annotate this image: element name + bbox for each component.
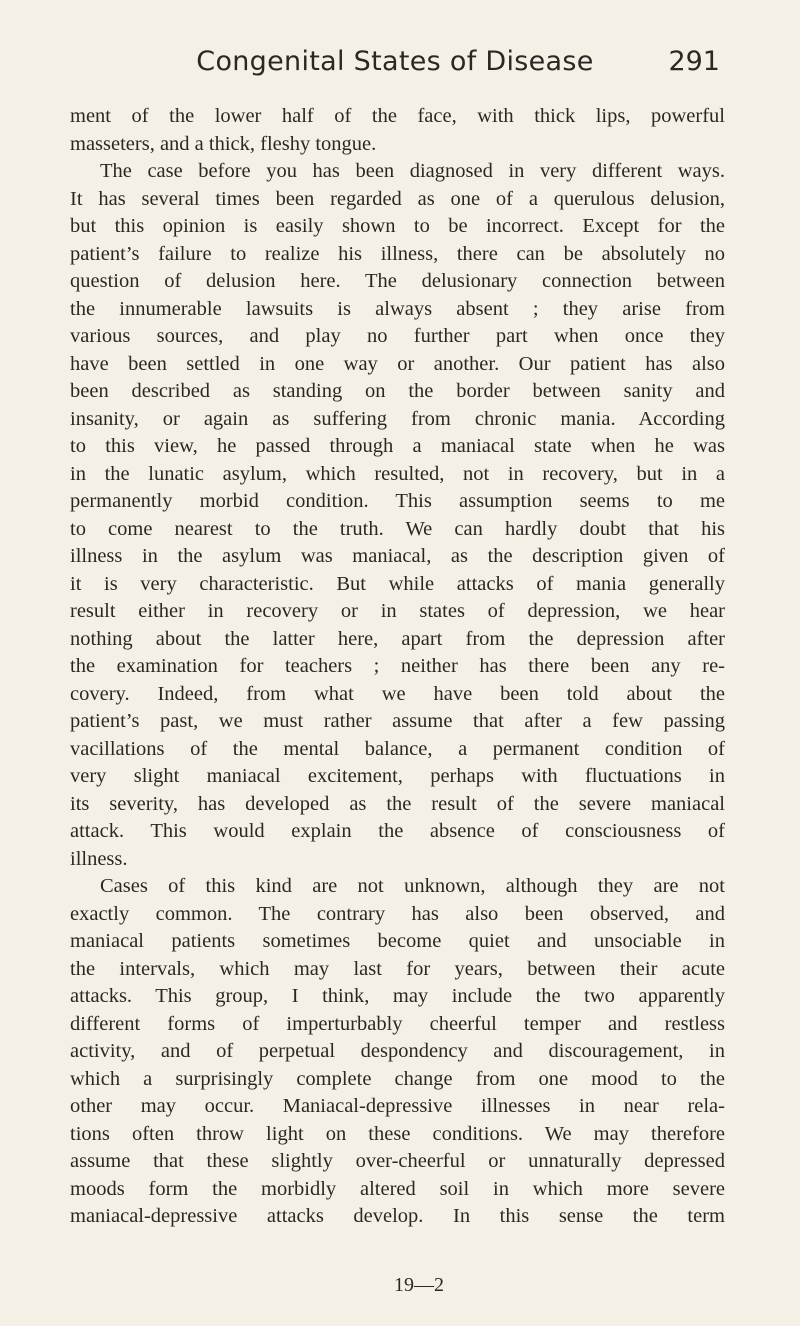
text-line: the examination for teachers ; neither has there been any re- — [70, 655, 725, 677]
text-line: It has several times been regarded as one of a querulous delusion, — [70, 187, 725, 210]
text-line: which a surprisingly complete change from one mood to the — [70, 1067, 725, 1090]
text-line: to this view, he passed through a maniacal state when he was — [70, 435, 725, 457]
text-line: Cases of this kind are not unknown, although they are not — [100, 875, 725, 897]
text-line: tions often throw light on these conditions. We may therefore — [70, 1122, 725, 1145]
text-line: masseters, and a thick, fleshy tongue. — [70, 132, 377, 155]
text-line: very slight maniacal excitement, perhaps with fluctuations in — [70, 765, 725, 787]
text-line: activity, and of perpetual despondency and discouragement, in — [70, 1040, 725, 1062]
page-number: 291 — [668, 46, 720, 77]
text-line: assume that these slightly over-cheerful or unnaturally depressed — [70, 1150, 725, 1172]
running-head-title: Congenital States of Disease — [196, 46, 594, 77]
text-line: its severity, has developed as the result of the severe maniacal — [70, 792, 725, 815]
text-line: different forms of imperturbably cheerful temper and restless — [70, 1012, 725, 1035]
text-line: illness in the asylum was maniacal, as the description given of — [70, 545, 725, 567]
text-line: to come nearest to the truth. We can hardly doubt that his — [70, 517, 725, 540]
text-line: moods form the morbidly altered soil in which more severe — [70, 1177, 725, 1200]
text-line: vacillations of the mental balance, a permanent condition of — [70, 737, 725, 760]
text-line: ment of the lower half of the face, with thick lips, powerful — [70, 105, 725, 127]
text-line: illness. — [70, 847, 128, 870]
text-line: it is very characteristic. But while attacks of mania generally — [70, 572, 725, 595]
text-line: nothing about the latter here, apart from the depression after — [70, 627, 725, 650]
text-line: question of delusion here. The delusionary connection between — [70, 270, 725, 292]
text-line: The case before you has been diagnosed in very different ways. — [100, 160, 725, 182]
text-line: result either in recovery or in states of depression, we hear — [70, 600, 725, 622]
text-line: permanently morbid condition. This assumption seems to me — [70, 490, 725, 512]
text-line: have been settled in one way or another. Our patient has also — [70, 352, 725, 375]
text-line: the innumerable lawsuits is always absent ; they arise from — [70, 297, 725, 320]
text-line: exactly common. The contrary has also been observed, and — [70, 902, 725, 925]
text-line: other may occur. Maniacal-depressive illnesses in near rela- — [70, 1095, 725, 1117]
signature-mark: 19—2 — [394, 1274, 444, 1296]
text-line: various sources, and play no further part when once they — [70, 325, 725, 347]
text-line: maniacal patients sometimes become quiet and unsociable in — [70, 930, 725, 952]
text-line: attacks. This group, I think, may include the two apparently — [70, 985, 725, 1007]
text-line: attack. This would explain the absence of consciousness of — [70, 820, 725, 842]
text-line: patient’s past, we must rather assume that after a few passing — [70, 710, 725, 732]
body-text — [70, 103, 725, 1231]
text-line: patient’s failure to realize his illness, there can be absolutely no — [70, 242, 725, 265]
running-header — [70, 40, 720, 84]
text-line: the intervals, which may last for years, between their acute — [70, 957, 725, 980]
text-line: covery. Indeed, from what we have been told about the — [70, 682, 725, 705]
text-line: but this opinion is easily shown to be incorrect. Except for the — [70, 215, 725, 237]
text-line: in the lunatic asylum, which resulted, not in recovery, but in a — [70, 462, 725, 485]
text-line: maniacal-depressive attacks develop. In this sense the term — [70, 1205, 725, 1227]
text-line: insanity, or again as suffering from chronic mania. According — [70, 407, 725, 430]
text-line: been described as standing on the border between sanity and — [70, 380, 725, 402]
